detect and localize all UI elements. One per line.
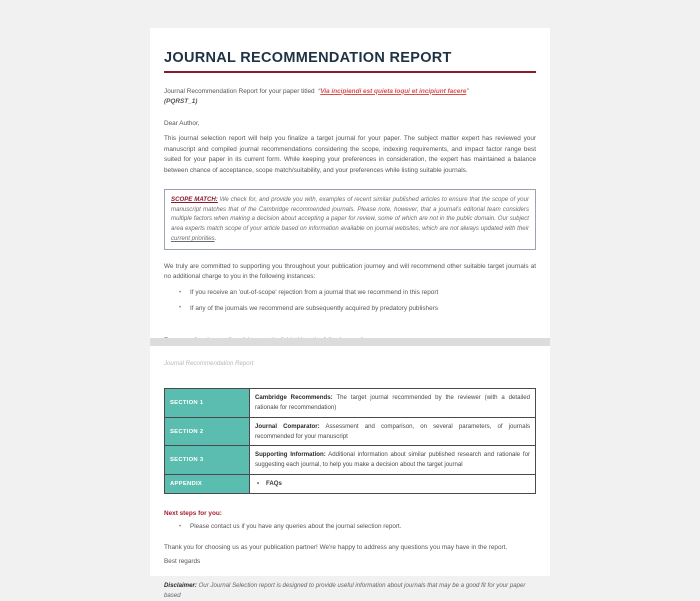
section-heading: Journal Comparator: (255, 422, 320, 430)
table-row (165, 417, 536, 446)
title-underline-rule (164, 71, 536, 73)
next-steps-list (164, 522, 536, 532)
appendix-item: • FAQs (266, 480, 282, 487)
list-item: • Please contact us if you have any queries about the journal selection report. (190, 522, 536, 532)
commitment-paragraph: We truly are committed to supporting you throughout your publication journey and will recommend other suitable target journals at no additional charge to you in the following instances: (164, 262, 536, 281)
scope-match-text: We check for, and provide you with, examples of recent similar published articles to ensure that the scope of your manuscript matches that of the Cambridge recommended journals. Please note, however, that a journal's editorial team considers multiple factors when making a decision about accepting a paper for review, some of which are not in the public domain. Our subject area experts match scope of your article based on information available on journal websites, which are not always updated with their (171, 195, 529, 233)
scope-match-box (164, 189, 536, 250)
disclaimer (164, 581, 536, 601)
commitment-bullet-list (164, 288, 536, 314)
list-item: • If any of the journals we recommend are subsequently acquired by predatory publishers (190, 304, 536, 314)
page-separator (150, 338, 550, 346)
disclaimer-text: Our Journal Selection report is designed to provide useful information about journals that may be a good fit for your paper based (164, 582, 526, 600)
open-quote: “ (316, 87, 321, 95)
sections-table (164, 388, 536, 494)
close-quote: ” (466, 87, 469, 95)
paper-title-text: Via incipiendi est quieta loqui et incipiunt facere (320, 87, 467, 95)
section-description: Assessment and comparison, on several parameters, of journals recommended for your manuscript (255, 422, 530, 440)
table-row (165, 389, 536, 418)
list-item: • If you receive an 'out-of-scope' rejection from a journal that we recommend in this report (190, 288, 536, 298)
section-key-cell: APPENDIX (165, 475, 250, 494)
scope-period: . (214, 234, 217, 242)
paper-intro-text: Journal Recommendation Report for your paper titled (164, 87, 315, 95)
running-head: Journal Recommendation Report (164, 360, 254, 367)
next-steps-heading: Next steps for you: (164, 510, 222, 518)
current-priorities-link[interactable]: current priorities (171, 234, 215, 242)
table-row (165, 446, 536, 475)
section-value-cell (250, 475, 536, 494)
salutation: Dear Author, (164, 120, 200, 128)
table-row (165, 475, 536, 494)
paper-id-text: (PQRST_1) (164, 97, 198, 105)
disclaimer-label: Disclaimer: (164, 582, 197, 590)
thank-you-paragraph: Thank you for choosing us as your publication partner! We're happy to address any questions you may have in the report. (164, 544, 508, 552)
scope-match-label: SCOPE MATCH: (171, 195, 218, 203)
sign-off: Best regards (164, 558, 201, 566)
document-page-2 (150, 346, 550, 600)
section-heading: Cambridge Recommends: (255, 394, 333, 401)
section-value-cell (250, 446, 536, 475)
section-key-cell: SECTION 2 (165, 417, 250, 446)
section-description: Additional information about similar published research and rationale for suggesting each journal, to help you make a decision about the target journal (255, 451, 530, 469)
section-key-cell: SECTION 1 (165, 389, 250, 418)
paper-title-line (164, 87, 536, 107)
intro-paragraph: This journal selection report will help you finalize a target journal for your paper. The subject matter expert has reviewed your manuscript and compiled journal recommendations considering the scope, indexing requirements, and impact factor range best suited for your paper in its current form. While keeping your preferences in consideration, the expert has maintained a balance between chance of acceptance, scope match/suitability, and your preferences while listing suitable journals. (164, 135, 536, 174)
section-value-cell (250, 389, 536, 418)
section-heading: Supporting Information: (255, 451, 326, 459)
section-description: The target journal recommended by the reviewer (with a detailed rationale for recommendation) (255, 394, 530, 411)
section-value-cell (250, 417, 536, 446)
section-key-cell: SECTION 3 (165, 446, 250, 475)
page-title: JOURNAL RECOMMENDATION REPORT (164, 50, 452, 66)
document-page-1 (150, 28, 550, 338)
